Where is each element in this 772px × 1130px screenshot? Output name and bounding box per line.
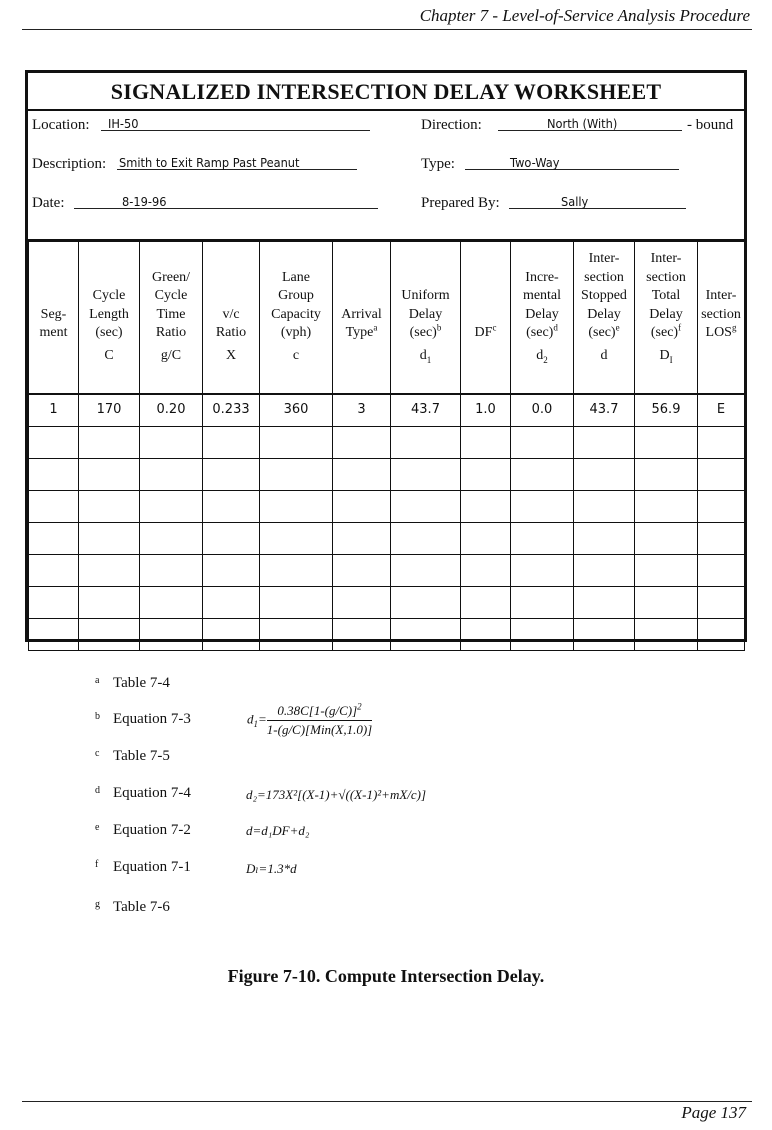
empty-table-cell[interactable]: [461, 555, 511, 587]
empty-table-cell[interactable]: [461, 491, 511, 523]
delay-table: [28, 241, 745, 651]
location-value: IH-50: [108, 117, 139, 131]
equation-7-4: d₂=173X²[(X-1)+√((X-1)²+mX/c)]: [246, 787, 427, 802]
column-header: Inter- section LOS$^g$: [698, 242, 745, 395]
table-row: [29, 394, 745, 427]
column-header: $DF^c$: [461, 242, 511, 395]
figure-caption: Figure 7-10. Compute Intersection Delay.: [227, 966, 545, 986]
empty-table-cell[interactable]: [333, 555, 391, 587]
header-rule: [22, 29, 752, 30]
table-cell[interactable]: 0.20: [140, 394, 203, 427]
empty-table-cell[interactable]: [574, 427, 635, 459]
table-cell[interactable]: 360: [260, 394, 333, 427]
empty-table-row: [29, 587, 745, 619]
empty-table-cell[interactable]: [29, 491, 79, 523]
empty-table-cell[interactable]: [511, 523, 574, 555]
date-field-line[interactable]: [74, 193, 378, 209]
empty-table-cell[interactable]: [260, 523, 333, 555]
table-cell[interactable]: 0.0: [511, 394, 574, 427]
prepared-by-value: Sally: [561, 195, 589, 209]
location-field-line[interactable]: [101, 115, 370, 131]
empty-table-cell[interactable]: [635, 587, 698, 619]
direction-suffix: - bound: [687, 117, 734, 133]
empty-table-cell[interactable]: [140, 555, 203, 587]
empty-table-cell[interactable]: [333, 459, 391, 491]
equation-7-3: $d_1=$ $\frac{0.38C[1-(g/C)]^2}{\text{1-(g/C)[Min(X,1.0)]}}$: [247, 701, 373, 737]
empty-table-cell[interactable]: [29, 459, 79, 491]
direction-value: North (With): [547, 117, 618, 131]
empty-table-cell[interactable]: [698, 587, 745, 619]
footnote-item: e Equation 7-2: [95, 822, 191, 838]
empty-table-cell[interactable]: [698, 555, 745, 587]
empty-table-cell[interactable]: [698, 459, 745, 491]
empty-table-cell[interactable]: [79, 555, 140, 587]
type-label: Type:: [421, 156, 455, 172]
empty-table-cell[interactable]: [511, 555, 574, 587]
footnote-item: d Equation 7-4: [95, 785, 191, 801]
empty-table-cell[interactable]: [29, 555, 79, 587]
empty-table-cell[interactable]: [574, 619, 635, 651]
empty-table-cell[interactable]: [461, 459, 511, 491]
empty-table-cell[interactable]: [260, 491, 333, 523]
column-header: Uniform Delay $(\sec)^b$ $d_1$: [391, 242, 461, 395]
empty-table-cell[interactable]: [333, 491, 391, 523]
footnote-item: a Table 7-4: [95, 675, 170, 691]
empty-table-row: [29, 555, 745, 587]
table-cell[interactable]: 1: [29, 394, 79, 427]
table-cell[interactable]: 170: [79, 394, 140, 427]
empty-table-cell[interactable]: [635, 555, 698, 587]
table-cell[interactable]: 56.9: [635, 394, 698, 427]
empty-table-cell[interactable]: [574, 523, 635, 555]
empty-table-cell[interactable]: [511, 491, 574, 523]
empty-table-cell[interactable]: [635, 619, 698, 651]
empty-table-cell[interactable]: [260, 459, 333, 491]
type-value: Two-Way: [510, 156, 560, 170]
empty-table-cell[interactable]: [391, 523, 461, 555]
empty-table-cell[interactable]: [260, 555, 333, 587]
footnote-item: b Equation 7-3: [95, 711, 191, 727]
empty-table-cell[interactable]: [29, 619, 79, 651]
empty-table-cell[interactable]: [635, 459, 698, 491]
footer-rule: [22, 1101, 752, 1102]
empty-table-row: [29, 427, 745, 459]
delay-worksheet: [25, 70, 747, 642]
column-header: Seg- ment: [29, 242, 79, 395]
empty-table-cell[interactable]: [635, 427, 698, 459]
empty-table-cell[interactable]: [140, 587, 203, 619]
table-cell[interactable]: E: [698, 394, 745, 427]
empty-table-cell[interactable]: [79, 619, 140, 651]
prepared-by-label: Prepared By:: [421, 195, 500, 211]
prepared-by-field-line[interactable]: [509, 193, 686, 209]
empty-table-cell[interactable]: [79, 491, 140, 523]
empty-table-cell[interactable]: [391, 491, 461, 523]
empty-table-cell[interactable]: [29, 587, 79, 619]
empty-table-cell[interactable]: [391, 459, 461, 491]
empty-table-cell[interactable]: [203, 427, 260, 459]
empty-table-cell[interactable]: [260, 619, 333, 651]
empty-table-cell[interactable]: [79, 587, 140, 619]
empty-table-cell[interactable]: [511, 619, 574, 651]
empty-table-row: [29, 619, 745, 651]
empty-table-cell[interactable]: [79, 427, 140, 459]
column-header: Inter- section Total Delay $(\sec)^f$ $D_I$: [635, 242, 698, 395]
empty-table-cell[interactable]: [333, 523, 391, 555]
footnote-item: f Equation 7-1: [95, 859, 191, 875]
empty-table-cell[interactable]: [333, 587, 391, 619]
empty-table-cell[interactable]: [140, 491, 203, 523]
empty-table-cell[interactable]: [698, 619, 745, 651]
description-value: Smith to Exit Ramp Past Peanut: [119, 156, 300, 170]
empty-table-cell[interactable]: [140, 459, 203, 491]
column-header: Cycle Length (sec) C: [79, 242, 140, 395]
empty-table-cell[interactable]: [461, 523, 511, 555]
empty-table-cell[interactable]: [461, 587, 511, 619]
table-cell[interactable]: 1.0: [461, 394, 511, 427]
direction-label: Direction:: [421, 117, 482, 133]
empty-table-cell[interactable]: [574, 587, 635, 619]
worksheet-title: SIGNALIZED INTERSECTION DELAY WORKSHEET: [28, 73, 744, 111]
empty-table-cell[interactable]: [140, 427, 203, 459]
date-label: Date:: [32, 195, 65, 211]
empty-table-cell[interactable]: [260, 587, 333, 619]
column-header: Lane Group Capacity (vph) c: [260, 242, 333, 395]
empty-table-cell[interactable]: [203, 491, 260, 523]
type-field-line[interactable]: [465, 154, 679, 170]
footnote-item: c Table 7-5: [95, 748, 170, 764]
empty-table-cell[interactable]: [79, 459, 140, 491]
empty-table-cell[interactable]: [79, 523, 140, 555]
empty-table-cell[interactable]: [203, 459, 260, 491]
description-label: Description:: [32, 156, 107, 172]
empty-table-cell[interactable]: [333, 427, 391, 459]
empty-table-cell[interactable]: [260, 427, 333, 459]
column-header: v/c Ratio X: [203, 242, 260, 395]
empty-table-cell[interactable]: [29, 523, 79, 555]
running-head: Chapter 7 - Level-of-Service Analysis Procedure: [419, 6, 750, 25]
empty-table-cell[interactable]: [203, 555, 260, 587]
table-cell[interactable]: 3: [333, 394, 391, 427]
empty-table-cell[interactable]: [461, 427, 511, 459]
column-header: Inter- section Stopped Delay $(\sec)^e$ d: [574, 242, 635, 395]
table-cell[interactable]: 43.7: [574, 394, 635, 427]
empty-table-cell[interactable]: [333, 619, 391, 651]
location-label: Location:: [32, 117, 90, 133]
empty-table-cell[interactable]: [203, 587, 260, 619]
footnote-item: g Table 7-6: [95, 899, 170, 915]
column-header: Arrival Type$^a$: [333, 242, 391, 395]
equation-7-1: Dₗ=1.3*d: [246, 861, 297, 876]
equation-7-2: d=d₁DF+d₂: [246, 823, 310, 838]
empty-table-cell[interactable]: [635, 523, 698, 555]
date-value: 8-19-96: [122, 195, 167, 209]
empty-table-cell[interactable]: [140, 523, 203, 555]
empty-table-cell[interactable]: [635, 491, 698, 523]
empty-table-cell[interactable]: [574, 555, 635, 587]
empty-table-cell[interactable]: [698, 491, 745, 523]
empty-table-cell[interactable]: [391, 555, 461, 587]
empty-table-cell[interactable]: [140, 619, 203, 651]
empty-table-cell[interactable]: [391, 619, 461, 651]
empty-table-row: [29, 523, 745, 555]
table-cell[interactable]: 0.233: [203, 394, 260, 427]
page-number: Page 137: [681, 1103, 746, 1122]
empty-table-row: [29, 459, 745, 491]
column-header: Incre- mental Delay $(\sec)^d$ $d_2$: [511, 242, 574, 395]
empty-table-cell[interactable]: [574, 491, 635, 523]
empty-table-cell[interactable]: [511, 459, 574, 491]
empty-table-cell[interactable]: [461, 619, 511, 651]
empty-table-cell[interactable]: [203, 523, 260, 555]
empty-table-cell[interactable]: [511, 587, 574, 619]
empty-table-cell[interactable]: [574, 459, 635, 491]
table-cell[interactable]: 43.7: [391, 394, 461, 427]
empty-table-cell[interactable]: [29, 427, 79, 459]
empty-table-cell[interactable]: [391, 587, 461, 619]
empty-table-cell[interactable]: [698, 427, 745, 459]
column-header: Green/ Cycle Time Ratio g/C: [140, 242, 203, 395]
worksheet-info-block: [28, 111, 744, 241]
empty-table-cell[interactable]: [391, 427, 461, 459]
empty-table-cell[interactable]: [511, 427, 574, 459]
empty-table-cell[interactable]: [698, 523, 745, 555]
empty-table-cell[interactable]: [203, 619, 260, 651]
empty-table-row: [29, 491, 745, 523]
